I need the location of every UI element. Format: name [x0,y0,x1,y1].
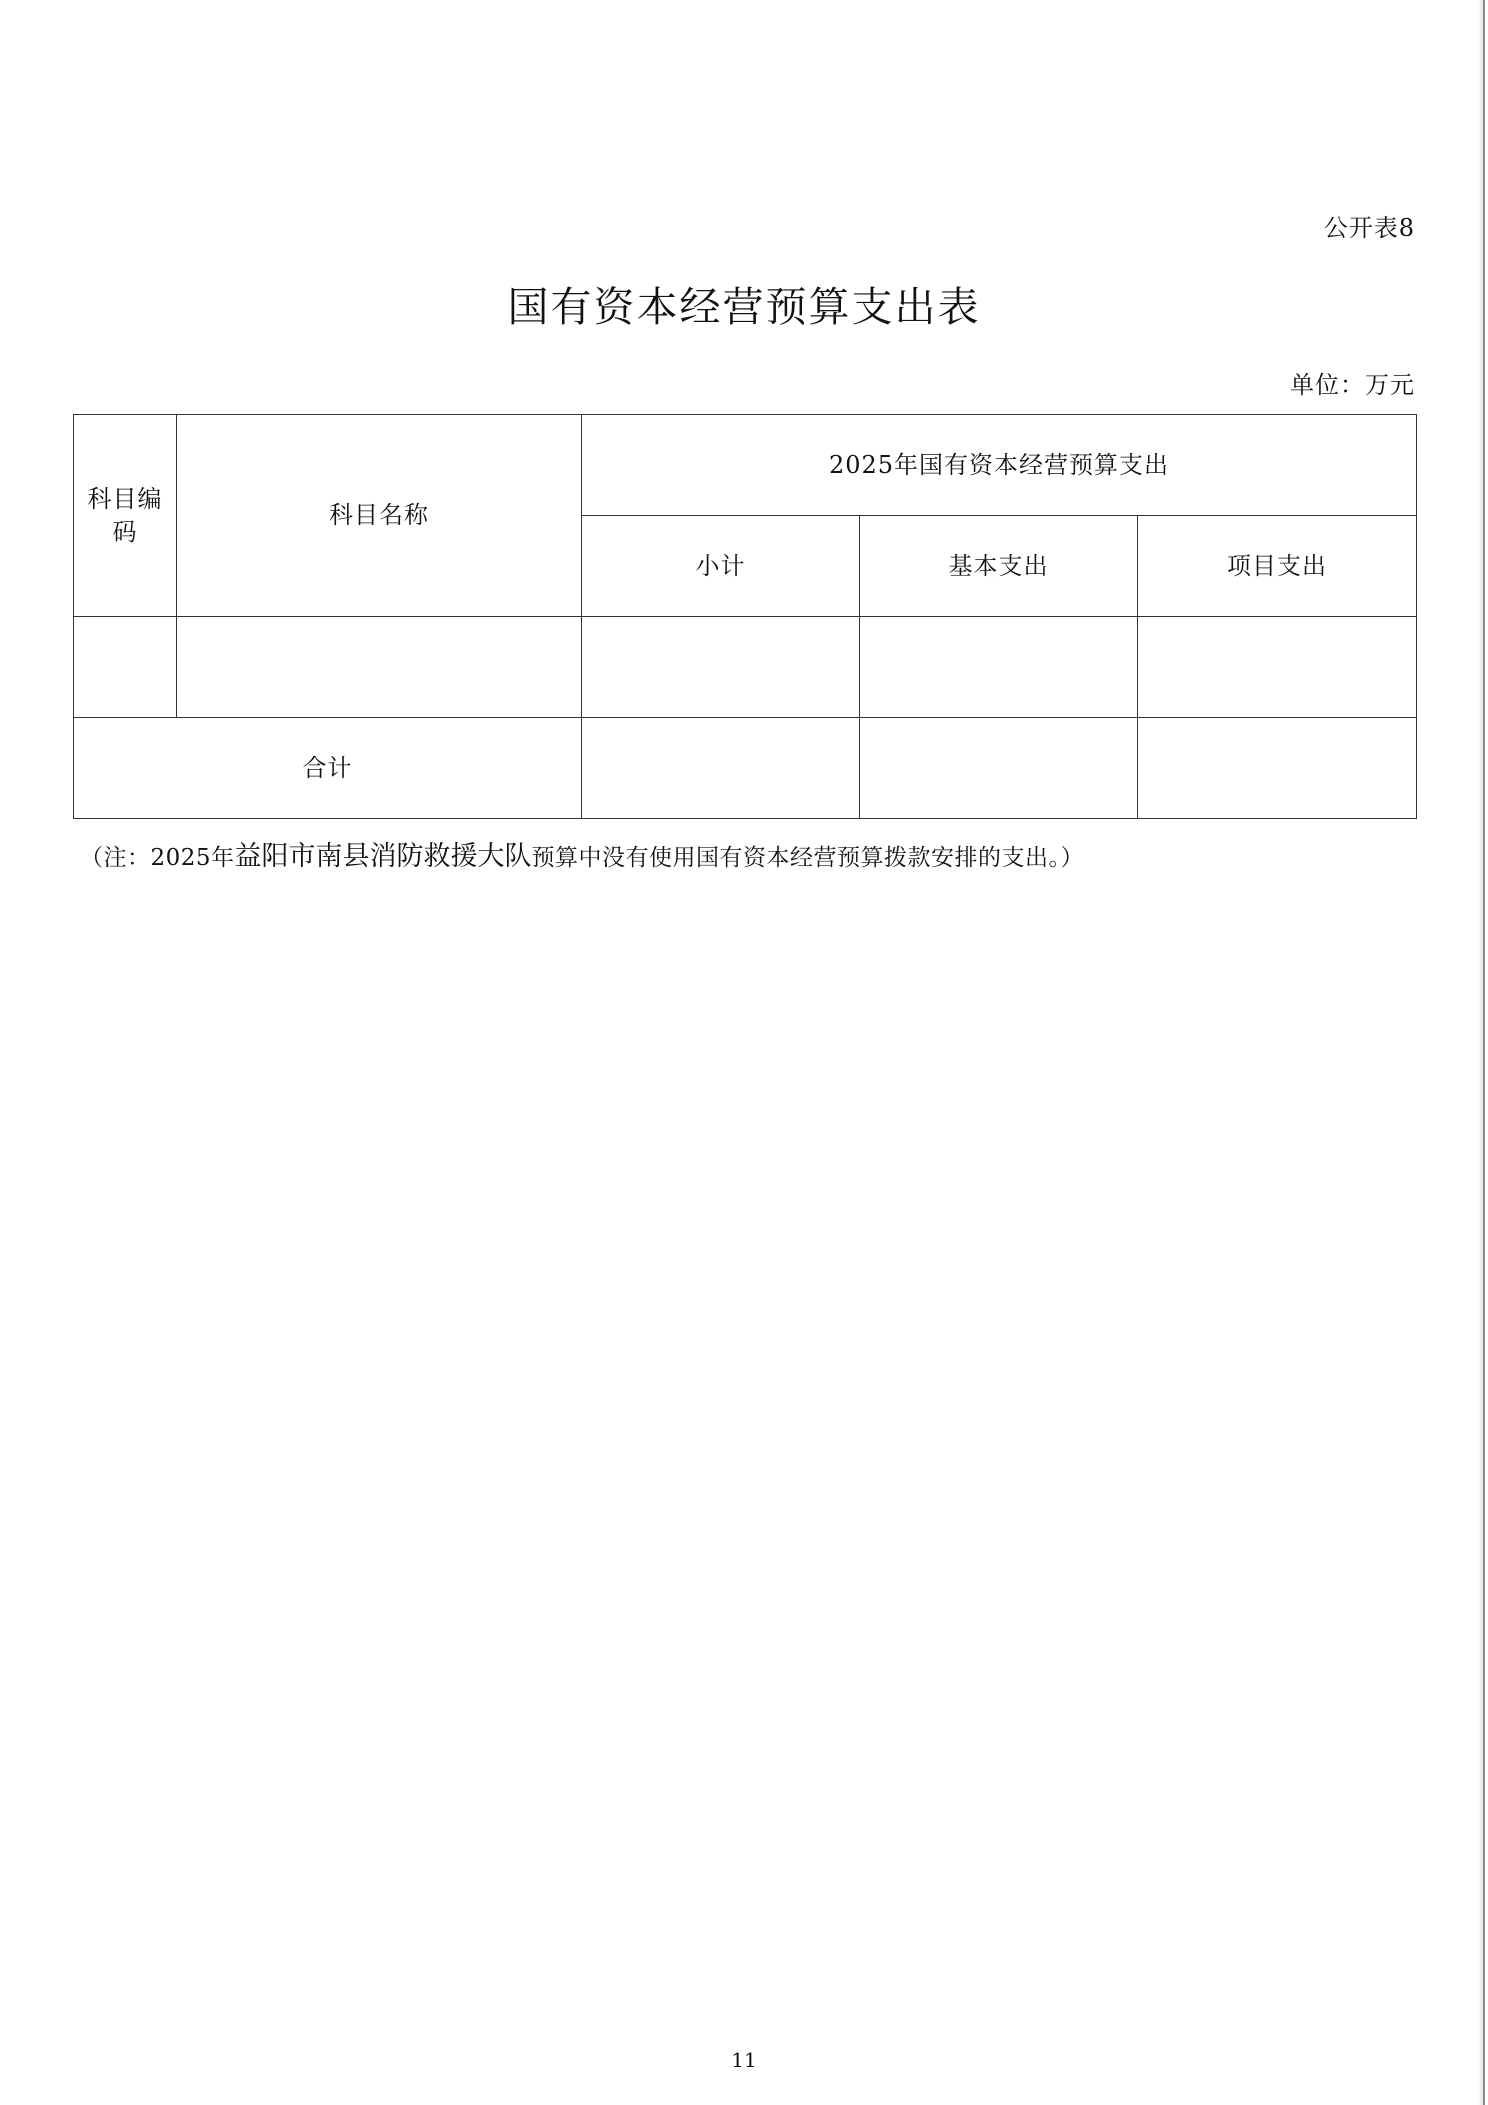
table-header-row [74,415,1417,516]
cell-code [74,617,177,718]
header-project [1138,516,1417,617]
total-project [1138,718,1417,819]
footnote-unit-name: 益阳市南县消防救援大队 [234,841,532,872]
header-code [74,415,177,617]
header-name [177,415,582,617]
page-number: 11 [731,2048,757,2072]
total-basic [860,718,1138,819]
header-basic [860,516,1138,617]
header-name-label: 科目名称 [329,501,429,529]
header-project-label: 项目支出 [1227,551,1327,580]
cell-name [177,617,582,718]
cell-subtotal [582,617,860,718]
header-subtotal [582,516,860,617]
header-group [582,415,1417,516]
unit-label: 单位：万元 [1290,371,1415,399]
header-basic-label: 基本支出 [948,551,1049,580]
total-subtotal [582,718,860,819]
table-row [74,617,1417,718]
cell-project [1138,617,1417,718]
header-subtotal-label: 小计 [695,551,746,580]
footnote [80,834,1084,873]
form-id: 公开表8 [1323,214,1415,242]
header-code-label: 科目编码 [87,484,163,546]
header-group-label: 2025年国有资本经营预算支出 [828,450,1170,479]
budget-table [73,414,1417,819]
cell-basic [860,617,1138,718]
footnote-suffix: 预算中没有使用国有资本经营预算拨款安排的支出。） [531,845,1085,871]
footnote-prefix: （注：2025年 [80,845,235,871]
total-row [74,718,1417,819]
total-label: 合计 [74,718,582,819]
page-title: 国有资本经营预算支出表 [507,283,981,331]
